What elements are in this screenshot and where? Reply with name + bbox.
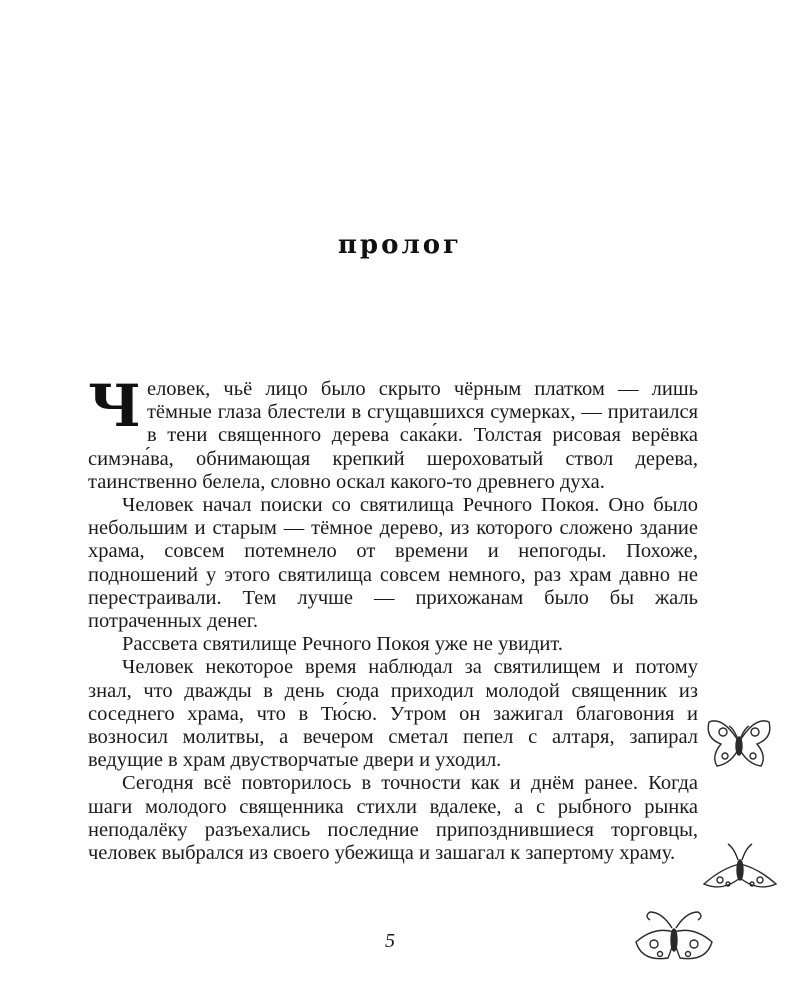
drop-cap: Ч [88,372,141,440]
paragraph-4: Человек некоторое время наблюдал за святилищем и потому знал, что дважды в день сюда приходил молодой священник из соседнего храма, что в Тю́сю. Утром он зажигал благовония и возносил молитвы, а вечером сметал пепел с алтаря, запирал ведущие в храм двустворчатые двери и уходил. [88,656,698,772]
paragraph-3: Рассвета святилище Речного Покоя уже не увидит. [122,633,563,656]
paragraph-5: Сегодня всё повторилось в точности как и днём ранее. Когда шаги молодого священника стихли вдалеке, а с рыбного рынка неподалёку разъехались последние припозднившиеся торговцы, человек выбрался из своего убежища и зашагал к запертому храму. [88,772,698,865]
page-number: 5 [385,930,395,952]
moth-icon [703,712,775,774]
paragraph-1-text: еловек, чьё лицо было скрыто чёрным платком — лишь тёмные глаза блестели в сгущавшихся сумерках, — притаился в тени священного дерева сака́ки. Толстая рисовая верёвка симэна́ва, обнимающая крепкий шероховатый ствол дерева, таинственно белела, словно оскал какого-то древнего духа. [88,378,698,493]
paragraph-2: Человек начал поиски со святилища Речного Покоя. Оно было небольшим и старым — тёмное дерево, из которого сложено здание храма, совсем потемнело от времени и непогоды. Похоже, подношений у этого святилища совсем немного, раз храм давно не перестраивали. Тем лучше — прихожанам было бы жаль потраченных денег. [88,494,698,633]
paragraph-1 [88,372,698,494]
body-text [88,372,698,865]
moth-icon [698,838,782,896]
chapter-title: пролог [337,230,463,260]
